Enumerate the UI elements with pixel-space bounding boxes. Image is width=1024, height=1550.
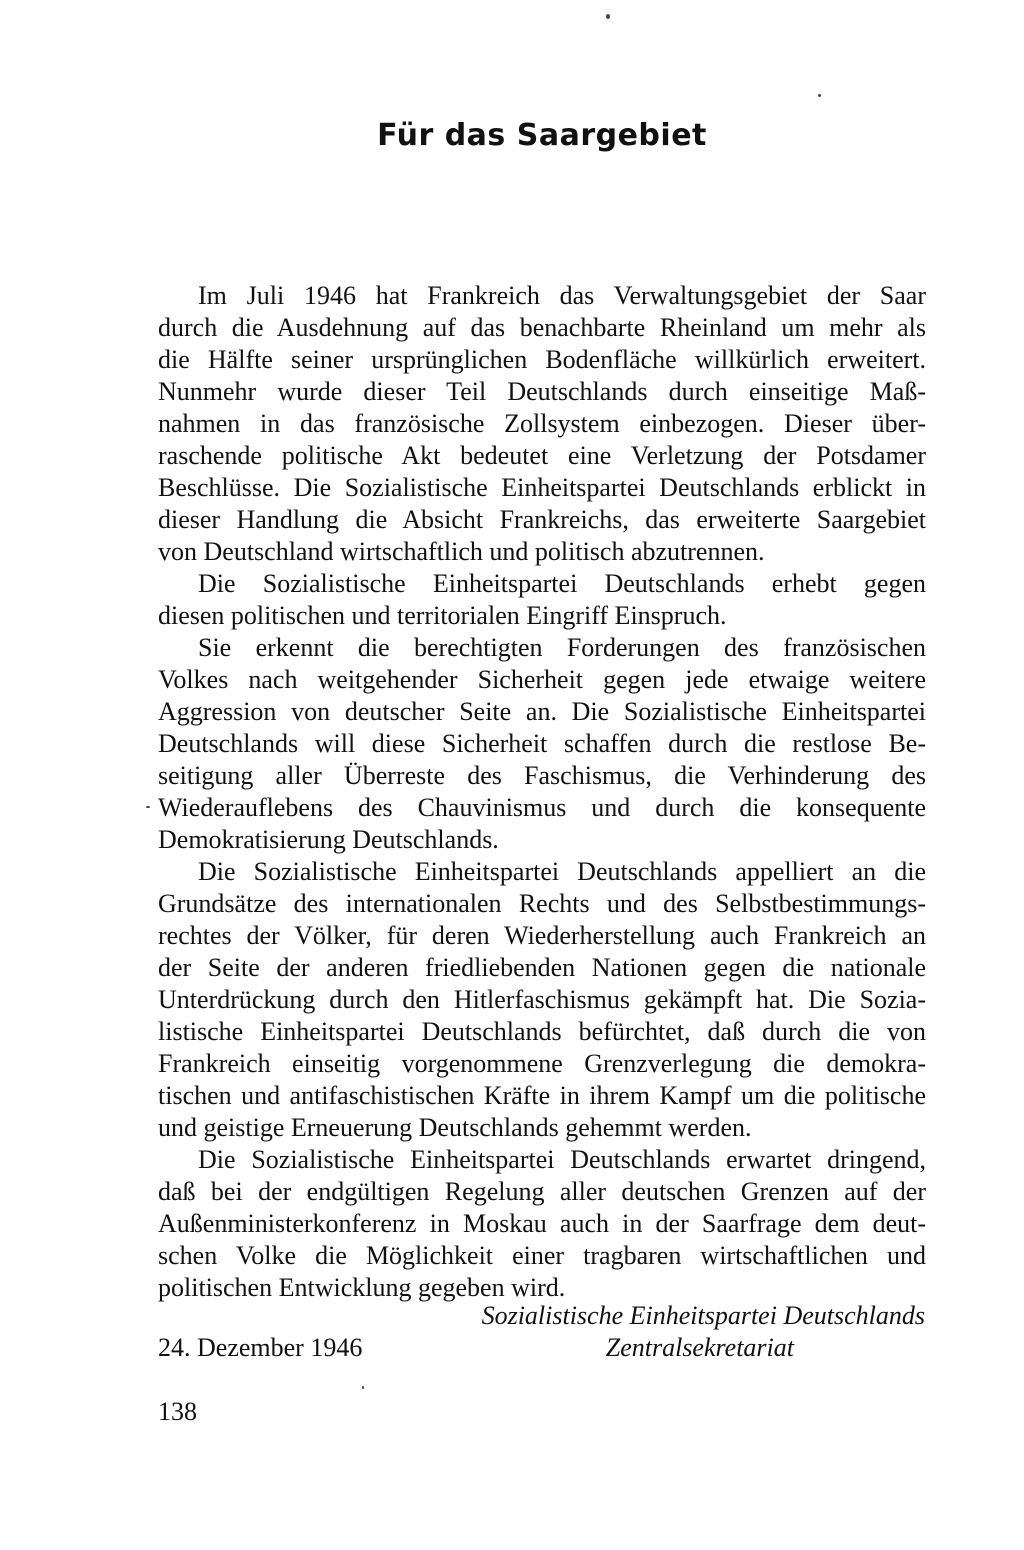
text-line: listische Einheitspartei Deutschlands befürchtet, daß durch die von [158, 1017, 926, 1046]
text-line: schen Volke die Möglichkeit einer tragbaren wirtschaftlichen und [158, 1241, 926, 1270]
text-line: Die Sozialistische Einheitspartei Deutschlands appelliert an die [198, 857, 926, 886]
page-number: 138 [158, 1397, 197, 1426]
text-line: raschende politische Akt bedeutet eine Verletzung der Potsdamer [158, 441, 926, 470]
text-line: Nunmehr wurde dieser Teil Deutschlands durch einseitige Maß- [158, 377, 926, 406]
signature-organization: Sozialistische Einheitspartei Deutschlands [481, 1301, 925, 1330]
text-line: seitigung aller Überreste des Faschismus, die Verhinderung des [158, 761, 926, 790]
signature-department: Zentralsekretariat [605, 1333, 794, 1362]
text-line: Volkes nach weitgehender Sicherheit gegen jede etwaige weitere [158, 665, 926, 694]
page-title: Für das Saargebiet [377, 118, 707, 153]
text-line: Die Sozialistische Einheitspartei Deutschlands erhebt gegen [198, 569, 926, 598]
text-line: nahmen in das französische Zollsystem einbezogen. Dieser über- [158, 409, 926, 438]
text-line: durch die Ausdehnung auf das benachbarte Rheinland um mehr als [158, 313, 926, 342]
text-line: Grundsätze des internationalen Rechts und des Selbstbestimmungs- [158, 889, 926, 918]
text-line: von Deutschland wirtschaftlich und politisch abzutrennen. [158, 537, 765, 566]
text-line: rechtes der Völker, für deren Wiederherstellung auch Frankreich an [158, 921, 926, 950]
text-line: politischen Entwicklung gegeben wird. [158, 1273, 566, 1302]
text-line: und geistige Erneuerung Deutschlands gehemmt werden. [158, 1113, 752, 1142]
scan-speck [362, 1386, 364, 1389]
text-line: die Hälfte seiner ursprünglichen Bodenfläche willkürlich erweitert. [158, 345, 926, 374]
text-line: dieser Handlung die Absicht Frankreichs, das erweiterte Saargebiet [158, 505, 926, 534]
text-line: Aggression von deutscher Seite an. Die Sozialistische Einheitspartei [158, 697, 926, 726]
text-line: Im Juli 1946 hat Frankreich das Verwaltungsgebiet der Saar [198, 281, 926, 310]
text-line: Außenministerkonferenz in Moskau auch in der Saarfrage dem deut- [158, 1209, 926, 1238]
text-line: Sie erkennt die berechtigten Forderungen des französischen [198, 633, 926, 662]
scan-speck [818, 94, 821, 97]
text-line: Frankreich einseitig vorgenommene Grenzverlegung die demokra- [158, 1049, 926, 1078]
text-line: tischen und antifaschistischen Kräfte in ihrem Kampf um die politische [158, 1081, 926, 1110]
text-line: Unterdrückung durch den Hitlerfaschismus gekämpft hat. Die Sozia- [158, 985, 926, 1014]
text-line: Wiederauflebens des Chauvinismus und durch die konsequente [158, 793, 926, 822]
scan-speck [146, 806, 150, 808]
text-line: Beschlüsse. Die Sozialistische Einheitspartei Deutschlands erblickt in [158, 473, 926, 502]
document-date: 24. Dezember 1946 [158, 1333, 363, 1362]
text-line: diesen politischen und territorialen Eingriff Einspruch. [158, 601, 727, 630]
text-line: Demokratisierung Deutschlands. [158, 825, 499, 854]
text-line: Deutschlands will diese Sicherheit schaffen durch die restlose Be- [158, 729, 926, 758]
text-line: daß bei der endgültigen Regelung aller deutschen Grenzen auf der [158, 1177, 926, 1206]
text-line: der Seite der anderen friedliebenden Nationen gegen die nationale [158, 953, 926, 982]
scan-speck [606, 14, 610, 19]
text-line: Die Sozialistische Einheitspartei Deutschlands erwartet dringend, [198, 1145, 926, 1174]
